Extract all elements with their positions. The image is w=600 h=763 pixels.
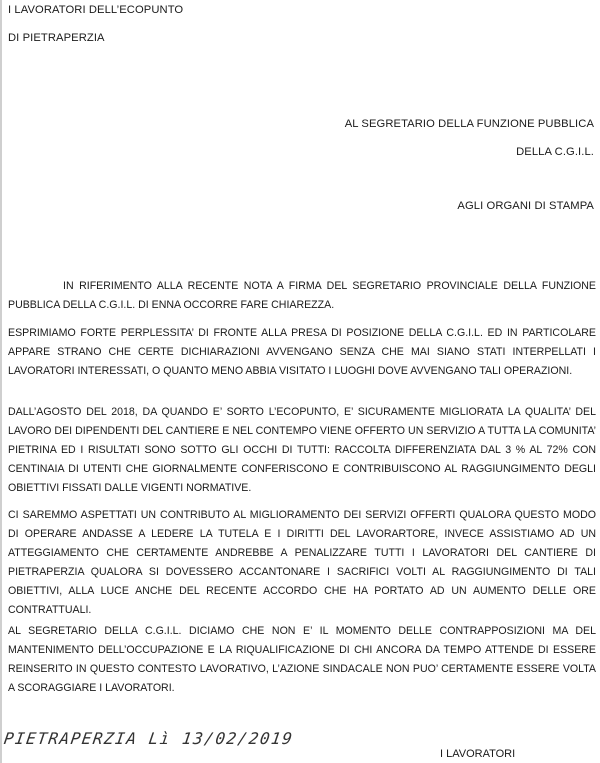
recipient-line-3: AGLI ORGANI DI STAMPA [457,200,594,212]
handwritten-place-date: PIETRAPERZIA Lì 13/02/2019 [2,729,295,748]
recipient-line-1: AL SEGRETARIO DELLA FUNZIONE PUBBLICA [344,118,594,130]
signature-label: I LAVORATORI [440,748,516,760]
sender-line-1: I LAVORATORI DELL’ECOPUNTO [8,4,184,16]
scan-edge [0,0,2,763]
sender-line-2: DI PIETRAPERZIA [8,32,105,44]
paragraph-2: ESPRIMIAMO FORTE PERPLESSITA’ DI FRONTE ALLA PRESA DI POSIZIONE DELLA C.G.I.L. ED IN PARTICOLARE APPARE STRANO CHE CERTE DICHIARAZIONI AVVENGANO SENZA CHE MAI SIANO STATI INTERPELLATI I LAVORATORI INTERESSATI, O QUANTO MENO ABBIA VISITATO I LUOGHI DOVE AVVENGANO TALI OPERAZIONI. [8,327,596,377]
paragraph-1-text: IN RIFERIMENTO ALLA RECENTE NOTA A FIRMA DEL SEGRETARIO PROVINCIALE DELLA FUNZIONE PUBBLICA DELLA C.G.I.L. DI ENNA OCCORRE FARE CHIAREZZA. [8,280,596,311]
paragraph-3: DALL’AGOSTO DEL 2018, DA QUANDO E’ SORTO L’ECOPUNTO, E’ SICURAMENTE MIGLIORATA LA QUALITA’ DEL LAVORO DEI DIPENDENTI DEL CANTIERE E NEL CONTEMPO VIENE OFFERTO UN SERVIZIO A TUTTA LA COMUNITA’ PIETRINA ED I RISULTATI SONO SOTTO GLI OCCHI DI TUTTI: RACCOLTA DIFFERENZIATA DAL 3 % AL 72% CON CENTINAIA DI UTENTI CHE GIORNALMENTE CONFERISCONO E CONTRIBUISCONO AL RAGGIUNGIMENTO DEGLI OBIETTIVI FISSATI DALLE VIGENTI NORMATIVE. [8,406,596,494]
paragraph-4: CI SAREMMO ASPETTATI UN CONTRIBUTO AL MIGLIORAMENTO DEI SERVIZI OFFERTI QUALORA QUESTO MODO DI OPERARE ANDASSE A LEDERE LA TUTELA E I DIRITTI DEL LAVORARTORE, INVECE ASSISTIAMO AD UN ATTEGGIAMENTO CHE CERTAMENTE ANDREBBE A PENALIZZARE TUTTI I LAVORATORI DEL CANTIERE DI PIETRAPERZIA QUALORA SI DOVESSERO ACCANTONARE I SACRIFICI VOLTI AL RAGGIUNGIMENTO DI TALI OBIETTIVI, ALLA LUCE ANCHE DEL RECENTE ACCORDO CHE HA PORTATO AD UN AUMENTO DELLE ORE CONTRATTUALI. [8,509,596,616]
paragraph-5: AL SEGRETARIO DELLA C.G.I.L. DICIAMO CHE NON E’ IL MOMENTO DELLE CONTRAPPOSIZIONI MA DEL MANTENIMENTO DELL’OCCUPAZIONE E LA RIQUALIFICAZIONE DI CHI ANCORA DA TEMPO ATTENDE DI ESSERE REINSERITO IN QUESTO CONTESTO LAVORATIVO, L’AZIONE SINDACALE NON PUO’ CERTAMENTE ESSERE VOLTA A SCORAGGIARE I LAVORATORI. [8,625,596,694]
recipient-line-2: DELLA C.G.I.L. [516,146,594,158]
paragraph-1 [8,277,596,315]
